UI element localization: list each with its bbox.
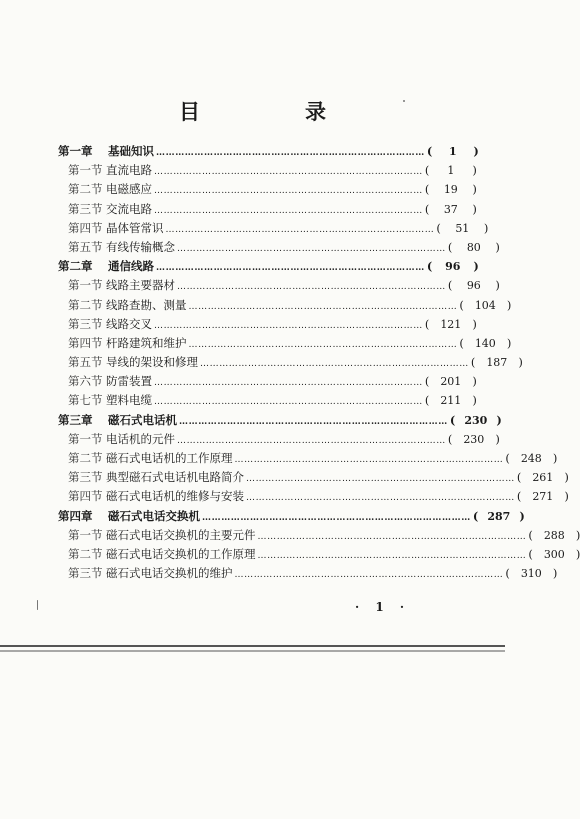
paren-open: ( xyxy=(516,489,522,504)
toc-page-ref xyxy=(471,353,523,372)
paren-close: ) xyxy=(495,431,500,446)
toc-page-number: 1 xyxy=(448,145,457,158)
dot-leader: ………………………………………………………………………… xyxy=(179,416,448,427)
toc-page-number: 104 xyxy=(474,298,496,312)
paren-open: ( xyxy=(424,201,430,216)
paren-close: ) xyxy=(575,546,580,561)
dot-leader: ………………………………………………………………………… xyxy=(246,493,515,504)
paren-close: ) xyxy=(552,566,558,581)
toc-entry-number: 第二节 xyxy=(68,546,103,561)
toc-section-row[interactable] xyxy=(58,353,523,372)
paren-open: ( xyxy=(449,412,456,427)
toc-page-number: 19 xyxy=(443,183,458,197)
toc-entry-number: 第二章 xyxy=(58,259,93,274)
toc-section-row[interactable] xyxy=(58,372,477,391)
toc-section-row[interactable] xyxy=(58,276,500,295)
toc-entry-title: 磁石式电话机 xyxy=(108,412,177,427)
toc-page-number: 51 xyxy=(455,221,470,235)
toc-page-number: 37 xyxy=(443,202,458,216)
paren-close: ) xyxy=(473,144,479,158)
toc-entry-number: 第三节 xyxy=(68,316,103,331)
paren-open: ( xyxy=(436,220,441,235)
toc-page-ref xyxy=(425,391,477,410)
toc-page-number: 248 xyxy=(520,452,542,465)
paren-close: ) xyxy=(506,297,512,312)
toc-page-number: 211 xyxy=(440,394,462,408)
toc-chapter-row[interactable] xyxy=(58,257,479,276)
paren-close: ) xyxy=(496,412,502,427)
dot-leader: ………………………………………………………………………… xyxy=(156,263,425,274)
toc-entry-number: 第四节 xyxy=(68,220,103,235)
toc-chapter-row[interactable] xyxy=(58,507,525,526)
paren-open: ( xyxy=(459,297,464,312)
toc-entry-number: 第三节 xyxy=(68,201,103,216)
dot-leader: ………………………………………………………………………… xyxy=(154,397,423,408)
toc-page-ref xyxy=(505,564,557,583)
toc-page-number: 140 xyxy=(474,336,496,350)
paren-open: ( xyxy=(424,182,430,197)
toc-page-number: 1 xyxy=(447,164,455,178)
toc-entry-title: 通信线路 xyxy=(108,259,154,274)
dot-leader: ………………………………………………………………………… xyxy=(154,167,423,178)
paren-open: ( xyxy=(528,546,533,561)
toc-page-ref xyxy=(528,526,580,545)
page-title: 目 录 xyxy=(179,99,368,124)
scan-edge-line xyxy=(0,645,505,647)
toc-page-ref xyxy=(425,180,477,199)
paren-open: ( xyxy=(516,470,522,485)
toc-entry-title: 线路交叉 xyxy=(106,316,152,331)
toc-entry-title: 磁石式电话机的工作原理 xyxy=(106,451,233,465)
paren-open: ( xyxy=(528,527,533,542)
toc-section-row[interactable] xyxy=(58,315,477,334)
toc-page-number: 288 xyxy=(543,528,565,542)
toc-entry-number: 第三节 xyxy=(68,566,103,581)
dot-leader: ………………………………………………………………………… xyxy=(156,148,425,158)
table-of-contents xyxy=(58,142,580,583)
dot-leader: ………………………………………………………………………… xyxy=(154,205,423,216)
toc-page-ref xyxy=(425,315,477,334)
toc-page-ref xyxy=(459,296,511,315)
paren-close: ) xyxy=(575,527,580,542)
toc-entry-title: 有线传输概念 xyxy=(106,239,175,254)
dot-leader: ………………………………………………………………………… xyxy=(202,512,471,523)
toc-page-number: 300 xyxy=(543,547,565,561)
dot-leader: ………………………………………………………………………… xyxy=(154,320,423,331)
toc-page-ref xyxy=(427,257,479,276)
paren-close: ) xyxy=(519,508,525,523)
toc-section-row[interactable] xyxy=(58,449,558,468)
paren-close: ) xyxy=(564,470,569,485)
toc-section-row[interactable] xyxy=(58,430,500,449)
toc-page-number: 96 xyxy=(445,260,461,274)
scan-edge-line-faint xyxy=(0,650,505,652)
toc-page-number: 230 xyxy=(464,413,488,427)
toc-page-number: 261 xyxy=(532,471,554,485)
dot-leader: ………………………………………………………………………… xyxy=(165,224,435,235)
toc-chapter-row[interactable] xyxy=(58,411,502,430)
toc-section-row[interactable] xyxy=(58,391,477,410)
paren-close: ) xyxy=(472,316,477,331)
toc-page-number: 96 xyxy=(466,279,481,293)
toc-page-number: 287 xyxy=(487,509,511,523)
toc-page-number: 187 xyxy=(486,356,508,370)
toc-page-ref xyxy=(459,334,511,353)
toc-entry-title: 塑料电缆 xyxy=(106,393,152,408)
toc-page-number: 230 xyxy=(463,432,485,446)
toc-section-row[interactable] xyxy=(58,468,569,487)
paren-close: ) xyxy=(495,239,500,254)
paren-close: ) xyxy=(472,201,477,216)
dot-leader: ………………………………………………………………………… xyxy=(177,243,446,254)
toc-entry-number: 第一章 xyxy=(58,144,93,158)
toc-section-row[interactable] xyxy=(58,334,512,353)
toc-entry-title: 电话机的元件 xyxy=(106,431,175,446)
toc-page-ref xyxy=(528,545,580,564)
paren-close: ) xyxy=(472,393,477,408)
toc-entry-title: 磁石式电话交换机 xyxy=(108,508,200,523)
toc-entry-title: 磁石式电话交换机的主要元件 xyxy=(106,527,256,542)
toc-page-number: 271 xyxy=(532,490,554,504)
paren-open: ( xyxy=(505,566,510,581)
paren-open: ( xyxy=(472,508,479,523)
toc-page-ref xyxy=(425,200,477,219)
toc-page-number: 80 xyxy=(466,240,481,254)
toc-entry-title: 基础知识 xyxy=(108,144,154,158)
dot-leader: ………………………………………………………………………… xyxy=(177,282,446,293)
toc-page-ref xyxy=(517,487,569,506)
toc-entry-title: 导线的架设和修理 xyxy=(106,355,198,370)
paren-open: ( xyxy=(447,431,453,446)
paren-close: ) xyxy=(472,182,477,197)
paren-close: ) xyxy=(518,355,523,370)
paren-close: ) xyxy=(472,163,477,178)
toc-entry-title: 磁石式电话交换机的维护 xyxy=(106,566,233,581)
paren-close: ) xyxy=(506,335,512,350)
toc-entry-title: 直流电路 xyxy=(106,163,152,178)
toc-chapter-row[interactable] xyxy=(58,142,479,161)
paren-open: ( xyxy=(426,144,433,158)
paren-close: ) xyxy=(564,489,569,504)
dot-leader: ………………………………………………………………………… xyxy=(188,339,458,350)
toc-page-ref xyxy=(517,468,569,487)
dot-leader: ………………………………………………………………………… xyxy=(177,435,446,446)
toc-page-number: 201 xyxy=(440,375,462,389)
toc-entry-title: 杆路建筑和维护 xyxy=(106,335,187,350)
paren-close: ) xyxy=(552,451,558,465)
paren-close: ) xyxy=(473,259,479,274)
toc-entry-title: 线路查勘、测量 xyxy=(106,297,187,312)
paren-open: ( xyxy=(459,335,464,350)
toc-page-ref xyxy=(427,142,479,161)
paren-open: ( xyxy=(424,393,430,408)
paren-close: ) xyxy=(483,220,489,235)
toc-section-row[interactable] xyxy=(58,545,580,564)
toc-entry-title: 交流电路 xyxy=(106,201,152,216)
toc-entry-number: 第四节 xyxy=(68,489,103,504)
dot-leader: ………………………………………………………………………… xyxy=(234,455,504,465)
toc-entry-title: 磁石式电话机的维修与安装 xyxy=(106,489,244,504)
dot-leader: ………………………………………………………………………… xyxy=(154,186,423,197)
toc-entry-number: 第三章 xyxy=(58,412,93,427)
page-number: · 1 · xyxy=(355,600,411,614)
toc-entry-title: 典型磁石式电话机电路简介 xyxy=(106,470,244,485)
toc-entry-number: 第五节 xyxy=(68,239,103,254)
toc-page-ref xyxy=(436,219,488,238)
toc-entry-title: 防雷装置 xyxy=(106,374,152,389)
toc-page-ref xyxy=(473,507,525,526)
toc-page-ref xyxy=(425,372,477,391)
paren-open: ( xyxy=(505,451,510,465)
paren-open: ( xyxy=(424,374,430,389)
dot-leader: ………………………………………………………………………… xyxy=(257,550,527,561)
dot-leader: ………………………………………………………………………… xyxy=(200,359,469,370)
dot-leader: ………………………………………………………………………… xyxy=(234,570,504,581)
paren-open: ( xyxy=(470,355,476,370)
toc-entry-number: 第二节 xyxy=(68,182,103,197)
toc-entry-number: 第一节 xyxy=(68,431,103,446)
dot-leader: ………………………………………………………………………… xyxy=(257,531,527,542)
toc-page-number: 121 xyxy=(440,317,462,331)
paren-open: ( xyxy=(426,259,433,274)
toc-entry-number: 第三节 xyxy=(68,470,103,485)
toc-entry-number: 第四节 xyxy=(68,335,103,350)
toc-section-row[interactable] xyxy=(58,238,500,257)
toc-entry-number: 第二节 xyxy=(68,297,103,312)
toc-page-ref xyxy=(450,411,502,430)
paren-open: ( xyxy=(424,316,430,331)
toc-page-ref xyxy=(448,276,500,295)
dot-leader: ………………………………………………………………………… xyxy=(246,474,515,485)
toc-section-row[interactable] xyxy=(58,564,558,583)
paren-open: ( xyxy=(447,278,453,293)
paren-close: ) xyxy=(495,278,500,293)
toc-entry-number: 第七节 xyxy=(68,393,103,408)
scan-speck xyxy=(403,100,405,102)
toc-entry-title: 磁石式电话交换机的工作原理 xyxy=(106,546,256,561)
paren-close: ) xyxy=(472,374,477,389)
toc-page-ref xyxy=(448,238,500,257)
dot-leader: ………………………………………………………………………… xyxy=(154,378,423,389)
scan-speck xyxy=(37,600,38,610)
toc-section-row[interactable] xyxy=(58,161,477,180)
toc-section-row[interactable] xyxy=(58,296,512,315)
toc-page-number: 310 xyxy=(520,567,542,581)
toc-page-ref xyxy=(425,161,477,180)
paren-open: ( xyxy=(424,163,430,178)
toc-entry-number: 第一节 xyxy=(68,163,103,178)
toc-section-row[interactable] xyxy=(58,487,569,506)
toc-entry-number: 第一节 xyxy=(68,278,103,293)
toc-section-row[interactable] xyxy=(58,180,477,199)
toc-section-row[interactable] xyxy=(58,219,489,238)
toc-entry-number: 第二节 xyxy=(68,451,103,465)
toc-section-row[interactable] xyxy=(58,526,580,545)
toc-entry-number: 第四章 xyxy=(58,508,93,523)
toc-entry-title: 晶体管常识 xyxy=(106,220,164,235)
toc-entry-title: 电磁感应 xyxy=(106,182,152,197)
toc-entry-number: 第六节 xyxy=(68,374,103,389)
toc-entry-title: 线路主要器材 xyxy=(106,278,175,293)
toc-entry-number: 第五节 xyxy=(68,355,103,370)
toc-section-row[interactable] xyxy=(58,200,477,219)
paren-open: ( xyxy=(447,239,453,254)
dot-leader: ………………………………………………………………………… xyxy=(188,301,458,312)
toc-page-ref xyxy=(448,430,500,449)
toc-page-ref xyxy=(505,449,557,468)
toc-entry-number: 第一节 xyxy=(68,527,103,542)
